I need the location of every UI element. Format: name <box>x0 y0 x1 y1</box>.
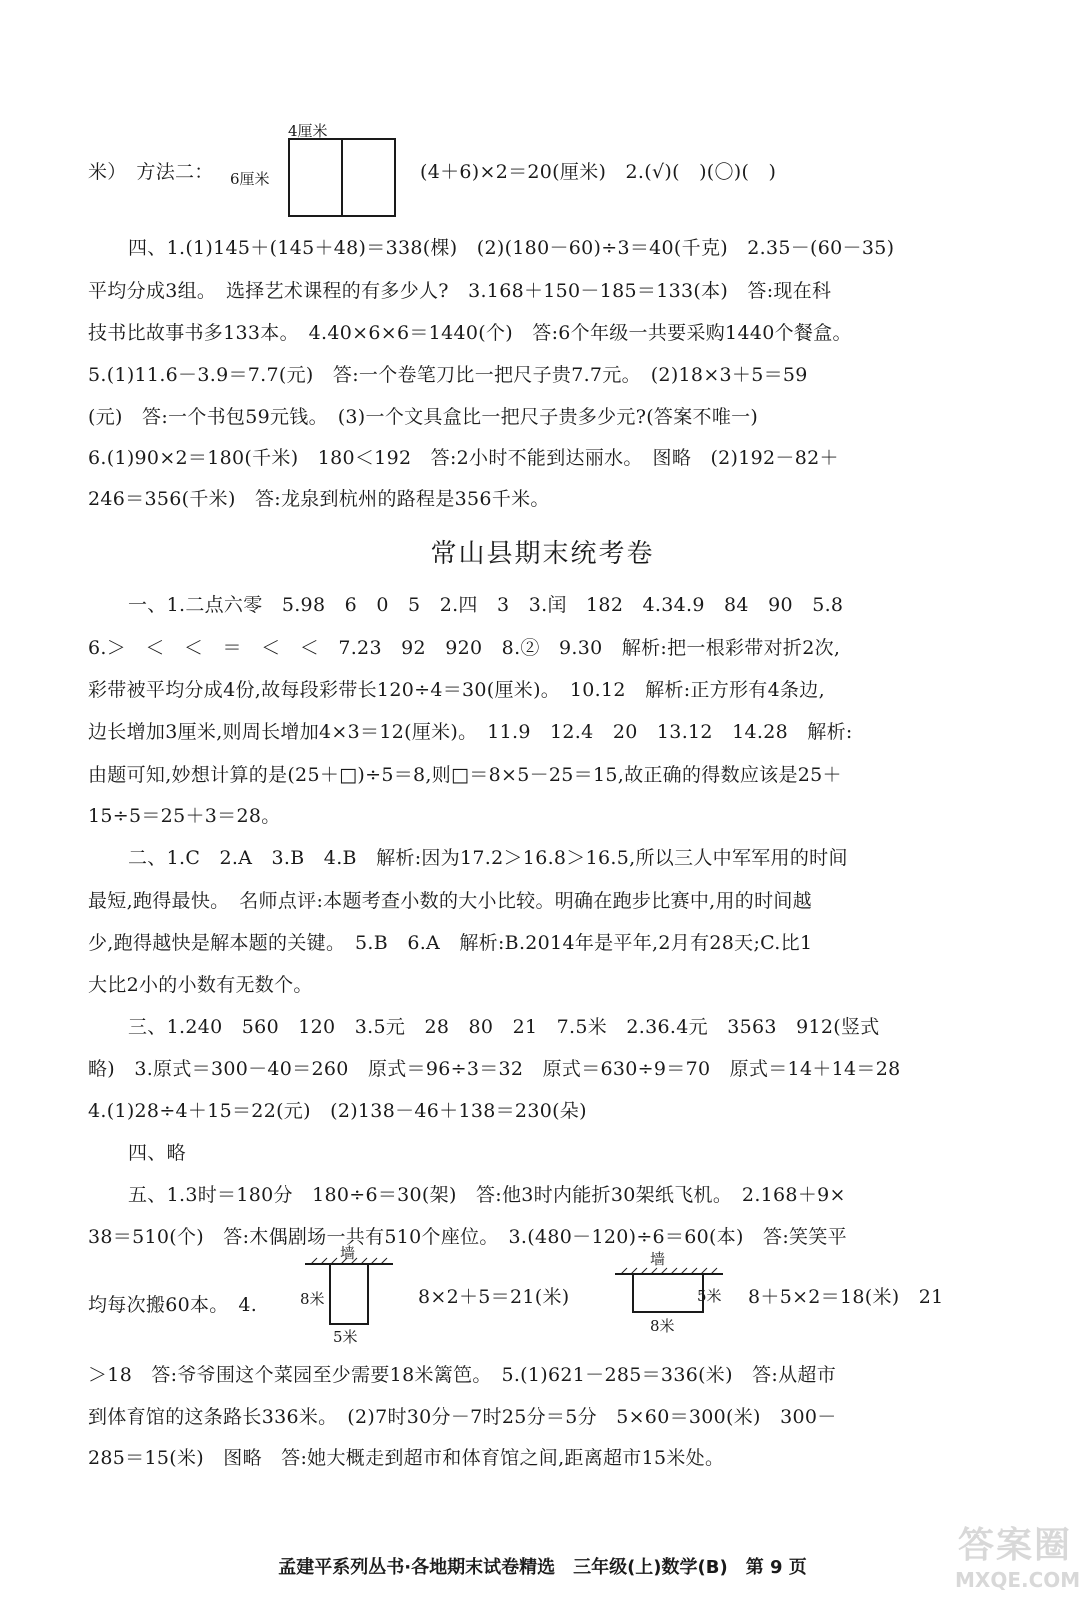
text-line: 一、1.二点六零 5.98 6 0 5 2.四 3 3.闰 182 4.34.9 84 90 5.8 <box>128 594 844 616</box>
text-line: 246＝356(千米) 答:龙泉到杭州的路程是356千米。 <box>88 488 550 510</box>
text-line: 5.(1)11.6－3.9＝7.7(元) 答:一个卷笔刀比一把尺子贵7.7元。 (2)18×3＋5＝59 <box>88 364 808 386</box>
rect-top-label: 4厘米 <box>288 122 328 140</box>
section-title: 常山县期末统考卷 <box>430 539 655 569</box>
watermark-logo <box>955 1517 1081 1592</box>
watermark-bottom: MXQE.COM <box>955 1568 1081 1592</box>
rect-side-label: 6厘米 <box>230 170 270 188</box>
text-line: 15÷5＝25＋3＝28。 <box>88 805 281 827</box>
text-line: 4.(1)28÷4＋15＝22(元) (2)138－46＋138＝230(朵) <box>88 1100 587 1122</box>
garden1-wall-label: 墙 <box>340 1244 356 1262</box>
page-footer: 孟建平系列丛书·各地期末试卷精选 三年级(上)数学(B) 第 9 页 <box>278 1557 807 1578</box>
text-line: 平均分成3组。 选择艺术课程的有多少人? 3.168＋150－185＝133(本) 答:现在科 <box>88 280 832 302</box>
text-line: 6.(1)90×2＝180(千米) 180＜192 答:2小时不能到达丽水。 图略 (2)192－82＋ <box>88 447 839 469</box>
text-line: 由题可知,妙想计算的是(25＋□)÷5＝8,则□＝8×5－25＝15,故正确的得数应该是25＋ <box>88 764 842 786</box>
garden2-wall-label: 墙 <box>650 1250 666 1268</box>
text-line: 四、1.(1)145＋(145＋48)＝338(棵) (2)(180－60)÷3＝40(千克) 2.35－(60－35) <box>128 237 895 259</box>
garden1-bottom-label: 5米 <box>333 1328 358 1346</box>
text-line: 6.＞ ＜ ＜ ＝ ＜ ＜ 7.23 92 920 8.② 9.30 解析:把一根彩带对折2次, <box>88 637 841 659</box>
garden2-bottom-label: 8米 <box>650 1317 675 1335</box>
text-line: 285＝15(米) 图略 答:她大概走到超市和体育馆之间,距离超市15米处。 <box>88 1447 725 1469</box>
text-line: 四、略 <box>128 1142 186 1164</box>
text-line: 8×2＋5＝21(米) <box>418 1286 570 1308</box>
watermark-top: 答案圈 <box>957 1525 1072 1566</box>
text-line: 38＝510(个) 答:木偶剧场一共有510个座位。 3.(480－120)÷6＝60(本) 答:笑笑平 <box>88 1226 847 1248</box>
text-line: (4＋6)×2＝20(厘米) 2.(√)( )(〇)( ) <box>420 161 777 183</box>
text-line: 到体育馆的这条路长336米。 (2)7时30分－7时25分＝5分 5×60＝300(米) 300－ <box>88 1406 837 1428</box>
text-line: ＞18 答:爷爷围这个菜园至少需要18米篱笆。 5.(1)621－285＝336(米) 答:从超市 <box>88 1364 837 1386</box>
text-line: 技书比故事书多133本。 4.40×6×6＝1440(个) 答:6个年级一共要采购1440个餐盒。 <box>88 322 852 344</box>
text-line: 最短,跑得最快。 名师点评:本题考查小数的大小比较。明确在跑步比赛中,用的时间越 <box>88 890 812 912</box>
text-line: 8＋5×2＝18(米) 21 <box>748 1286 944 1308</box>
text-line: 彩带被平均分成4份,故每段彩带长120÷4＝30(厘米)。 10.12 解析:正方形有4条边, <box>88 679 825 701</box>
text-line: 略) 3.原式＝300－40＝260 原式＝96÷3＝32 原式＝630÷9＝70 原式＝14＋14＝28 <box>88 1058 901 1080</box>
garden2-side-label: 5米 <box>697 1287 722 1305</box>
text-line: 边长增加3厘米,则周长增加4×3＝12(厘米)。 11.9 12.4 20 13.12 14.28 解析: <box>88 721 853 743</box>
garden1-side-label: 8米 <box>300 1290 325 1308</box>
text-line: (元) 答:一个书包59元钱。 (3)一个文具盒比一把尺子贵多少元?(答案不唯一) <box>88 406 759 428</box>
text-line: 大比2小的小数有无数个。 <box>88 974 313 996</box>
text-line: 三、1.240 560 120 3.5元 28 80 21 7.5米 2.36.4元 3563 912(竖式 <box>128 1016 880 1038</box>
text-line: 米） 方法二： <box>88 161 214 183</box>
text-line: 少,跑得越快是解本题的关键。 5.B 6.A 解析:B.2014年是平年,2月有28天;C.比1 <box>88 932 813 954</box>
text-line: 均每次搬60本。 4. <box>88 1294 258 1316</box>
text-line: 二、1.C 2.A 3.B 4.B 解析:因为17.2＞16.8＞16.5,所以三人中军军用的时间 <box>128 847 848 869</box>
text-line: 五、1.3时＝180分 180÷6＝30(架) 答:他3时内能折30架纸飞机。 2.168＋9× <box>128 1184 846 1206</box>
